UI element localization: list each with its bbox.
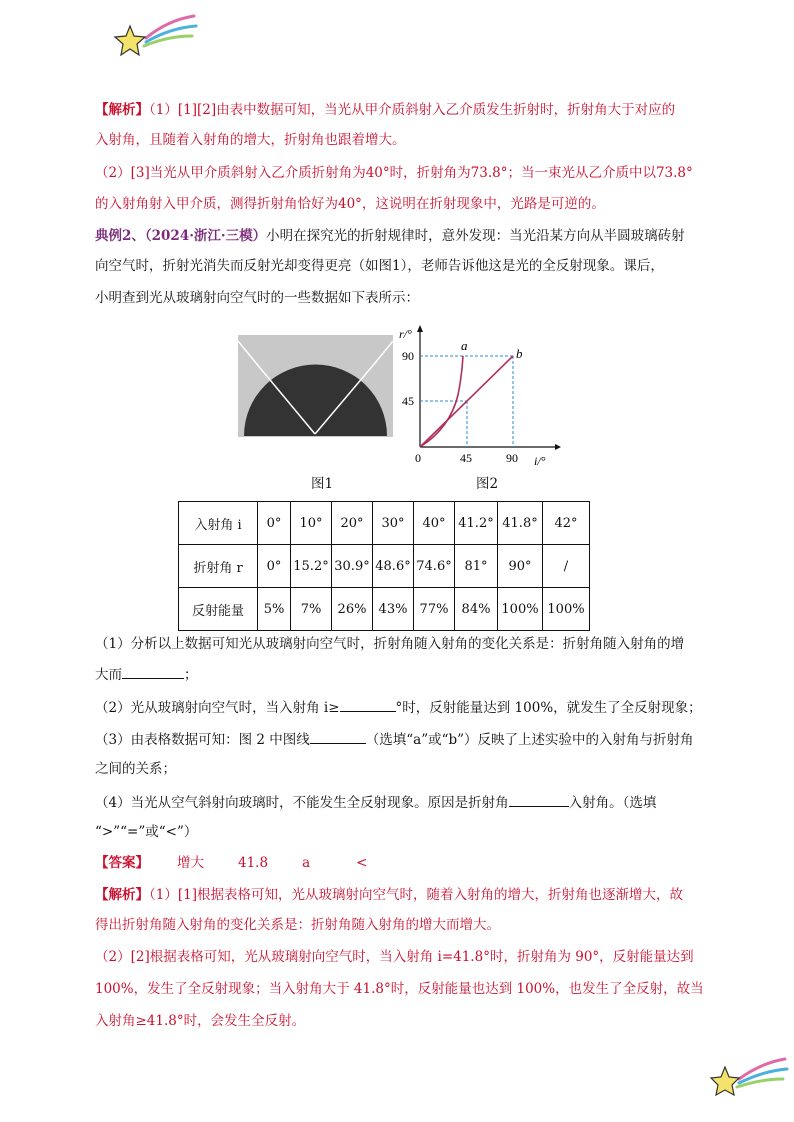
answer-line <box>95 853 367 873</box>
table-cell: 5% <box>258 588 291 631</box>
analysis-label: 【解析】 <box>95 102 149 118</box>
answer-value: a <box>302 855 311 871</box>
table-cell: / <box>543 545 590 588</box>
figure1-caption: 图1 <box>311 476 334 492</box>
analysis-label: 【解析】 <box>95 887 149 903</box>
analysis2-line3: （2）[2]根据表格可知，光从玻璃射向空气时，当入射角 i=41.8°时，折射角为 90°，反射能量达到 <box>95 949 694 965</box>
y-tick-90: 90 <box>402 349 414 363</box>
table-cell: 74.6° <box>414 545 455 588</box>
curve-b-label: b <box>516 346 523 361</box>
analysis1-line2: 入射角，且随着入射角的增大，折射角也跟着增大。 <box>95 132 406 148</box>
example2-line2: 向空气时，折射光消失而反射光却变得更亮（如图1），老师告诉他这是光的全反射现象。课后， <box>95 258 664 274</box>
table-cell: 77% <box>414 588 455 631</box>
table-cell: 100% <box>543 588 590 631</box>
table-row <box>179 502 590 545</box>
figure2-graph <box>395 320 565 470</box>
table-cell: 40° <box>414 502 455 545</box>
row-header: 入射角 i <box>179 502 258 545</box>
row-header: 反射能量 <box>179 588 258 631</box>
question2-line: （2）光从玻璃射向空气时，当入射角 i≥ °时，反射能量达到 100%，就发生了全反射现象； <box>95 697 702 718</box>
question1-line1: （1）分析以上数据可知光从玻璃射向空气时，折射角随入射角的变化关系是：折射角随入射角的增 <box>95 636 685 652</box>
table-cell: 43% <box>373 588 414 631</box>
table-cell: 48.6° <box>373 545 414 588</box>
answer-value: 41.8 <box>238 855 269 871</box>
table-cell: 84% <box>455 588 498 631</box>
table-cell: 30° <box>373 502 414 545</box>
figure2-caption: 图2 <box>476 476 499 492</box>
row-header: 折射角 r <box>179 545 258 588</box>
answer-label: 【答案】 <box>95 855 149 871</box>
table-cell: 15.2° <box>291 545 332 588</box>
y-tick-45: 45 <box>402 394 414 408</box>
curve-a-label: a <box>461 338 468 353</box>
answer-value: 增大 <box>177 855 204 871</box>
answer-blank <box>340 697 396 712</box>
x-tick-90: 90 <box>506 451 518 465</box>
table-cell: 10° <box>291 502 332 545</box>
table-cell: 41.2° <box>455 502 498 545</box>
example2-line1: 典例2、（2024·浙江·三模）小明在探究光的折射规律时，意外发现：当光沿某方向从半圆玻璃砖射 <box>95 228 685 244</box>
shooting-star-icon <box>108 8 198 58</box>
question4-line2: “>”“=”或“<”） <box>95 824 198 840</box>
origin-label: 0 <box>415 451 421 465</box>
question4-line1: （4）当光从空气斜射向玻璃时，不能发生全反射现象。原因是折射角 入射角。（选填 <box>95 792 656 813</box>
question3-line2: 之间的关系； <box>95 761 176 777</box>
analysis2-line4: 100%，发生了全反射现象；当入射角大于 41.8°时，反射能量也达到 100%，也发生了全反射，故当 <box>95 981 704 997</box>
answer-blank <box>122 664 184 679</box>
question3-line1: （3）由表格数据可知：图 2 中图线 （选填“a”或“b”）反映了上述实验中的入射角与折射角 <box>95 729 694 750</box>
figure1-semicircle-diagram <box>238 335 393 437</box>
table-row <box>179 588 590 631</box>
example-label: 典例2、（2024·浙江·三模） <box>95 228 267 244</box>
analysis2-line1: 【解析】（1）[1]根据表格可知，光从玻璃射向空气时，随着入射角的增大，折射角也逐渐增大，故 <box>95 887 683 903</box>
x-tick-45: 45 <box>460 451 472 465</box>
table-row <box>179 545 590 588</box>
data-table <box>178 501 590 631</box>
y-axis-label: r/° <box>399 327 412 341</box>
table-cell: 30.9° <box>332 545 373 588</box>
table-cell: 90° <box>498 545 543 588</box>
table-cell: 100% <box>498 588 543 631</box>
analysis1-line4: 的入射角射入甲介质，测得折射角恰好为40°，这说明在折射现象中，光路是可逆的。 <box>95 196 605 212</box>
table-cell: 26% <box>332 588 373 631</box>
x-axis-label: i/° <box>534 454 546 468</box>
table-cell: 42° <box>543 502 590 545</box>
shooting-star-icon <box>705 1055 790 1100</box>
example2-line3: 小明查到光从玻璃射向空气时的一些数据如下表所示： <box>95 290 419 306</box>
question1-line2: 大而 ； <box>95 664 198 685</box>
answer-blank <box>509 792 569 807</box>
table-cell: 0° <box>258 545 291 588</box>
table-cell: 0° <box>258 502 291 545</box>
answer-blank <box>310 729 366 744</box>
answer-value: < <box>356 855 368 871</box>
analysis2-line2: 得出折射角随入射角的变化关系是：折射角随入射角的增大而增大。 <box>95 917 500 933</box>
table-cell: 20° <box>332 502 373 545</box>
analysis1-line3: （2）[3]当光从甲介质斜射入乙介质折射角为40°时，折射角为73.8°；当一束光从乙介质中以73.8° <box>95 165 693 181</box>
analysis1-line1: 【解析】（1）[1][2]由表中数据可知，当光从甲介质斜射入乙介质发生折射时，折射角大于对应的 <box>95 102 676 118</box>
analysis2-line5: 入射角≥41.8°时，会发生全反射。 <box>95 1013 306 1029</box>
table-cell: 41.8° <box>498 502 543 545</box>
table-cell: 7% <box>291 588 332 631</box>
table-cell: 81° <box>455 545 498 588</box>
